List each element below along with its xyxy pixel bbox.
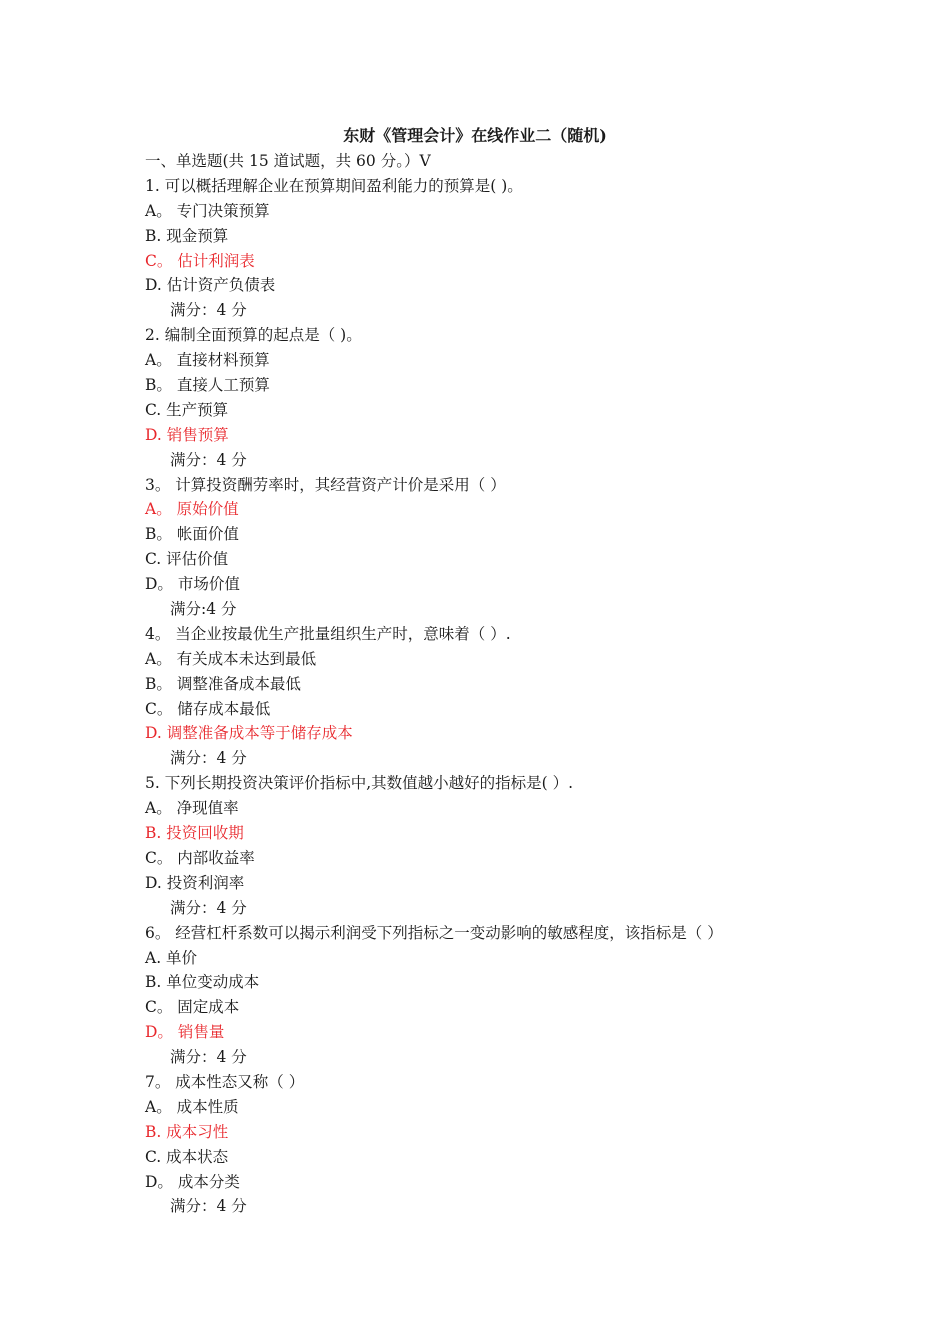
option-d: D。 成本分类 (145, 1172, 240, 1191)
option-d-correct: D。 销售量 (145, 1023, 225, 1042)
option-c: C. 生产预算 (145, 400, 229, 419)
section-header: 一、单选题(共 15 道试题，共 60 分。）V (145, 152, 431, 170)
option-c-correct: C。 估计利润表 (145, 251, 255, 270)
option-c: C。 固定成本 (145, 998, 240, 1017)
question-6 (145, 921, 845, 1070)
question-stem: 6。 经营杠杆系数可以揭示利润受下列指标之一变动影响的敏感程度，该指标是（ ） (145, 923, 723, 942)
option-d-correct: D. 调整准备成本等于储存成本 (145, 724, 353, 743)
question-score: 满分：4 分 (170, 301, 247, 320)
option-d-correct: D. 销售预算 (145, 425, 229, 444)
option-a: A。 成本性质 (145, 1097, 239, 1116)
question-5 (145, 771, 845, 920)
question-score: 满分：4 分 (170, 1197, 247, 1216)
option-b: B。 调整准备成本最低 (145, 674, 301, 693)
question-score: 满分：4 分 (170, 1048, 247, 1067)
option-a: A。 专门决策预算 (145, 201, 270, 220)
option-a: A。 净现值率 (145, 799, 239, 818)
question-score: 满分:4 分 (170, 600, 237, 619)
question-3 (145, 473, 845, 622)
option-b-correct: B. 投资回收期 (145, 824, 244, 843)
option-d: D. 估计资产负债表 (145, 276, 276, 295)
option-a: A. 单价 (145, 948, 198, 967)
option-d: D。 市场价值 (145, 575, 240, 594)
document-body (145, 149, 845, 1219)
option-c: C。 内部收益率 (145, 848, 255, 867)
option-c: C. 评估价值 (145, 550, 229, 569)
question-stem: 5. 下列长期投资决策评价指标中,其数值越小越好的指标是( ）. (145, 774, 574, 793)
question-7 (145, 1070, 845, 1219)
option-b: B. 现金预算 (145, 226, 229, 245)
question-stem: 1. 可以概括理解企业在预算期间盈利能力的预算是( )。 (145, 176, 523, 195)
question-stem: 7。 成本性态又称（ ） (145, 1072, 305, 1091)
question-score: 满分：4 分 (170, 450, 247, 469)
option-a: A。 直接材料预算 (145, 351, 270, 370)
document-title: 东财《管理会计》在线作业二（随机) (343, 126, 607, 145)
question-score: 满分：4 分 (170, 898, 247, 917)
question-1 (145, 174, 845, 323)
option-c: C。 储存成本最低 (145, 699, 271, 718)
question-stem: 4。 当企业按最优生产批量组织生产时，意味着（ ）. (145, 624, 511, 643)
option-b: B. 单位变动成本 (145, 973, 260, 992)
question-score: 满分：4 分 (170, 749, 247, 768)
question-2 (145, 323, 845, 472)
option-b: B。 直接人工预算 (145, 376, 270, 395)
question-stem: 3。 计算投资酬劳率时，其经营资产计价是采用（ ） (145, 475, 506, 494)
option-c: C. 成本状态 (145, 1147, 229, 1166)
option-a: A。 有关成本未达到最低 (145, 649, 317, 668)
question-stem: 2. 编制全面预算的起点是（ )。 (145, 326, 362, 345)
option-a-correct: A。 原始价值 (145, 500, 239, 519)
question-4 (145, 622, 845, 771)
option-b-correct: B. 成本习性 (145, 1122, 229, 1141)
option-d: D. 投资利润率 (145, 873, 245, 892)
option-b: B。 帐面价值 (145, 525, 239, 544)
